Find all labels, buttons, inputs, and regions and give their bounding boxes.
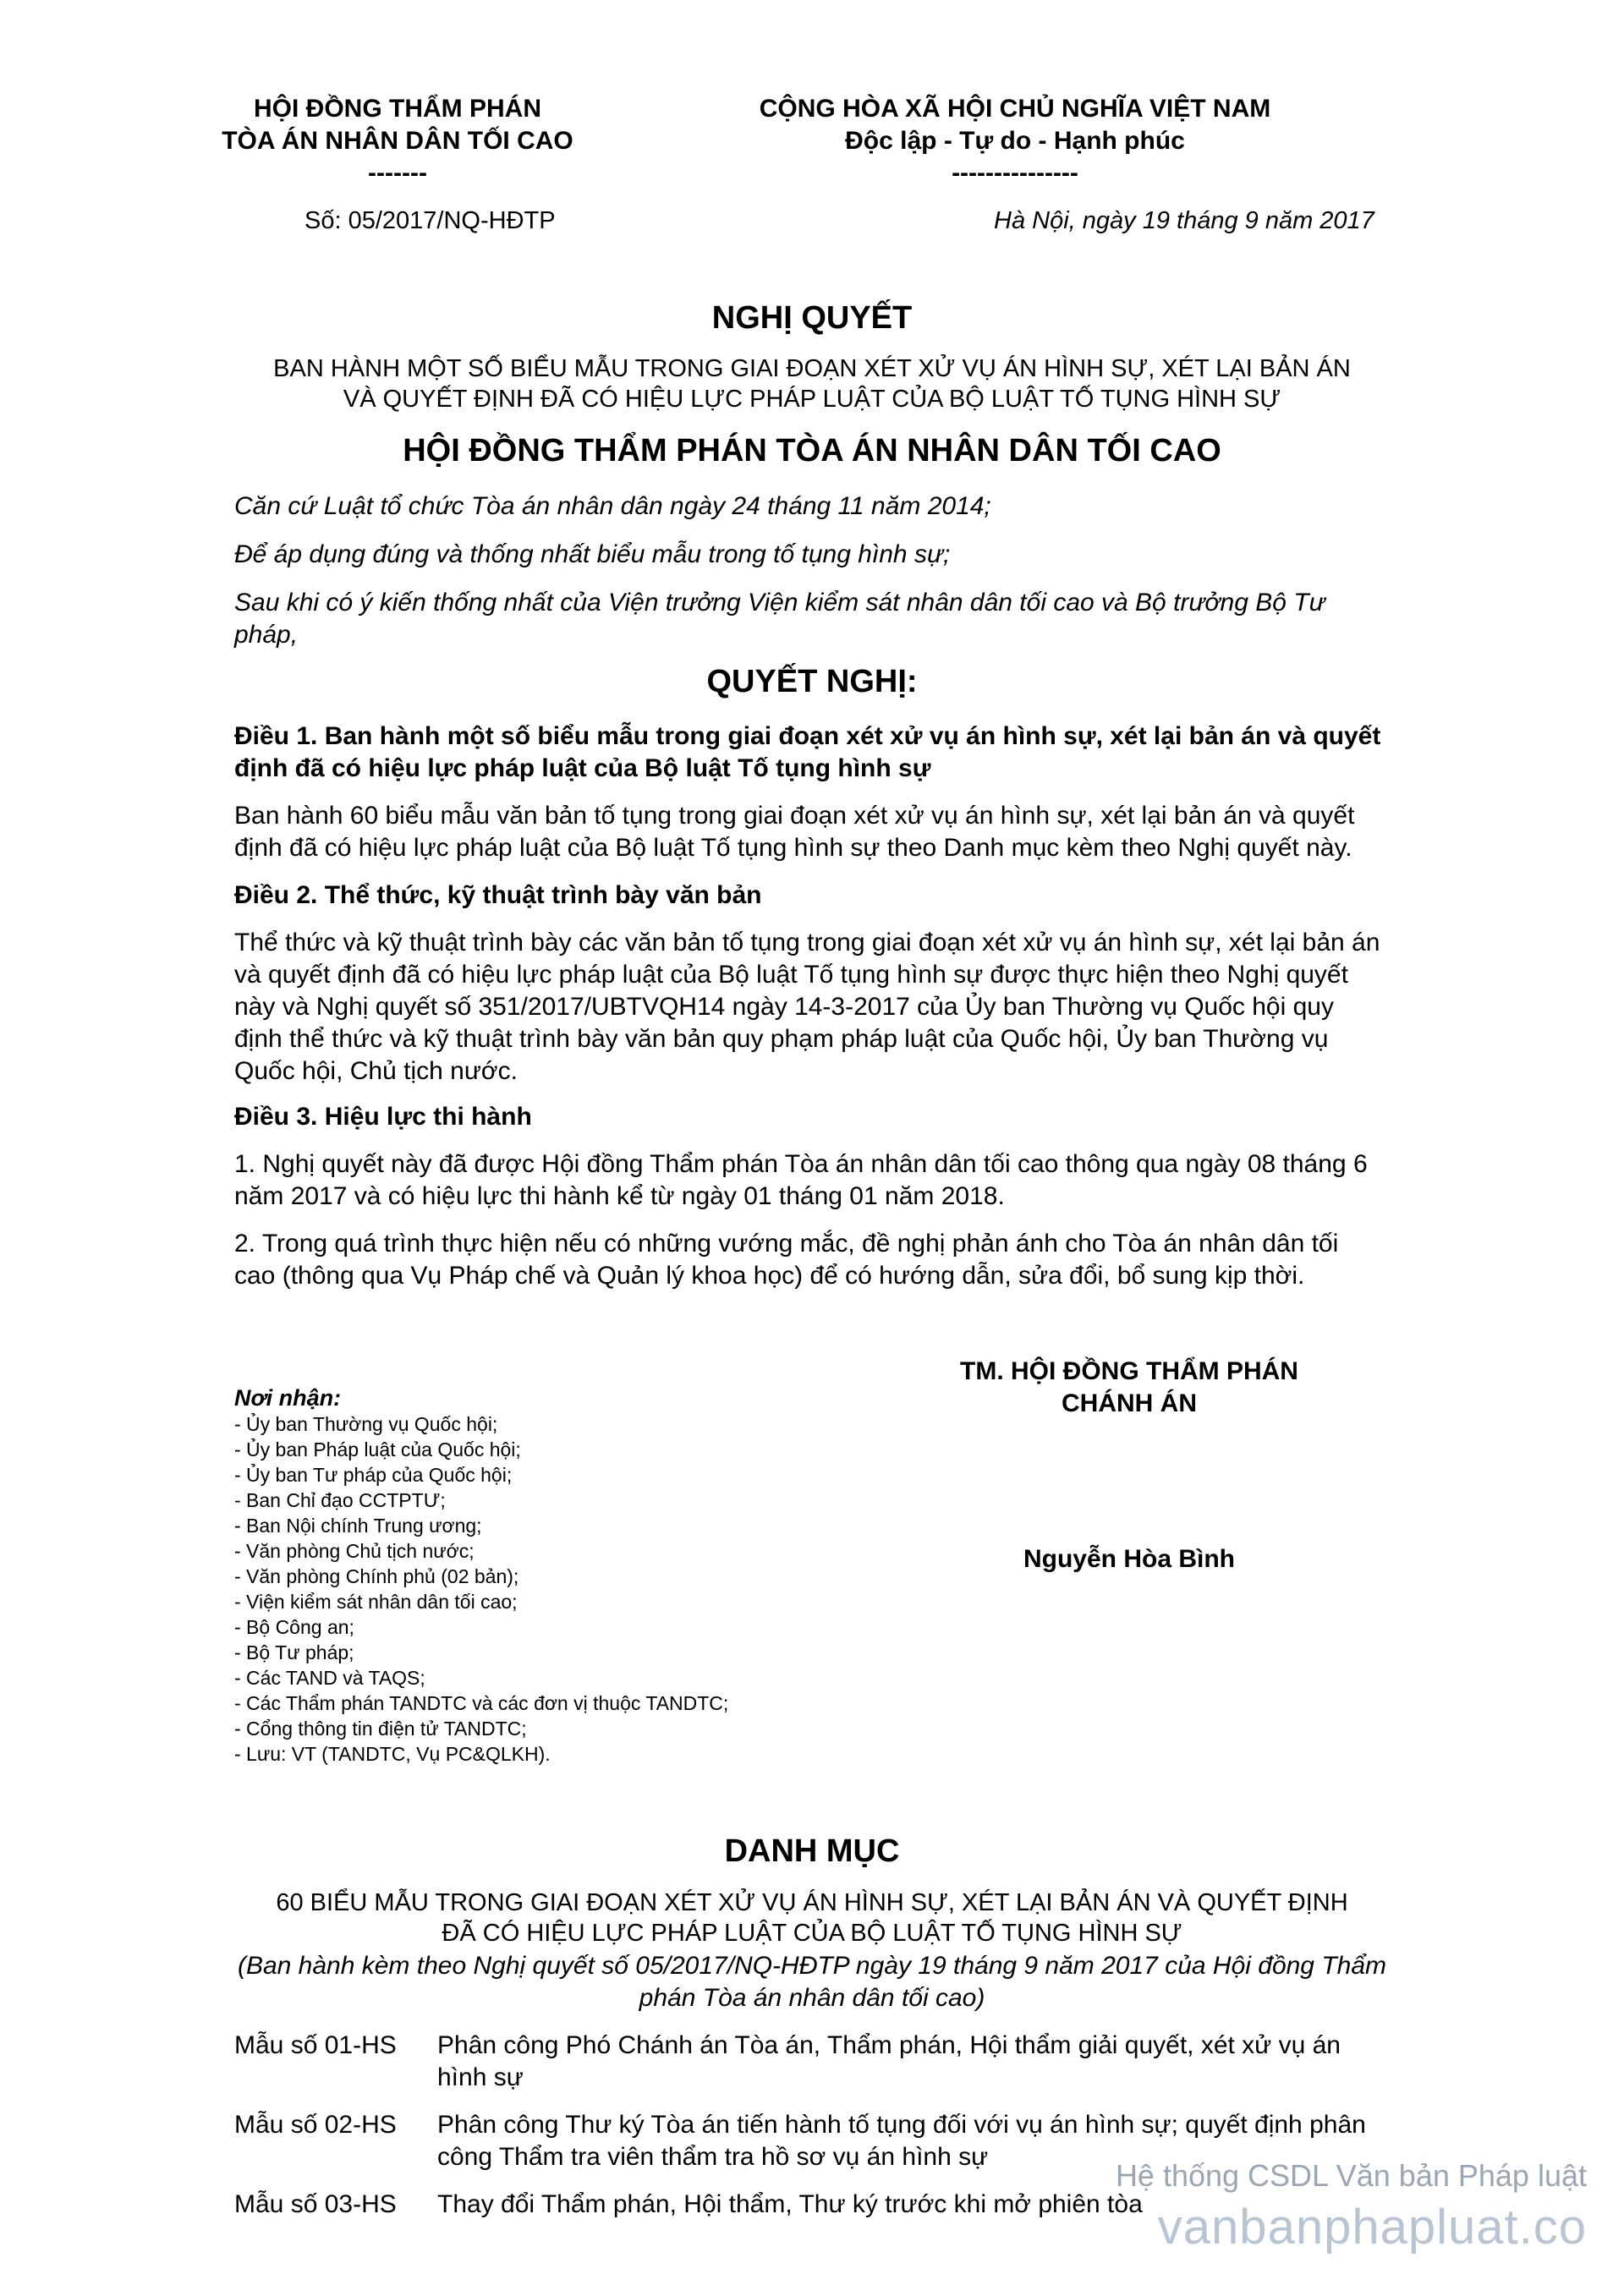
legal-basis-3 bbox=[234, 587, 1486, 651]
recipients-block bbox=[234, 1384, 877, 1767]
motto-rule: --------------- bbox=[952, 159, 1078, 187]
signature-title: TM. HỘI ĐỒNG THẨM PHÁN bbox=[960, 1357, 1298, 1385]
recipient-item: - Các TAND và TAQS; bbox=[234, 1667, 425, 1689]
form-code: Mẫu số 01-HS bbox=[234, 2031, 397, 2059]
article-2-body-line-1: Thể thức và kỹ thuật trình bày các văn bản tố tụng trong giai đoạn xét xử vụ án hình sự, xét lại bản án bbox=[234, 929, 1380, 956]
article-2-body-line-3: này và Nghị quyết số 351/2017/UBTVQH14 ngày 14-3-2017 của Ủy ban Thường vụ Quốc hội quy bbox=[234, 993, 1334, 1021]
form-description-line-2: công Thẩm tra viên thẩm tra hồ sơ vụ án hình sự bbox=[437, 2143, 989, 2171]
recipient-item: - Ban Chỉ đạo CCTPTƯ; bbox=[234, 1489, 446, 1511]
article-2-body bbox=[234, 927, 1486, 1088]
decision-heading: QUYẾT NGHỊ: bbox=[706, 664, 918, 699]
article-1-body-line-1: Ban hành 60 biểu mẫu văn bản tố tụng trong giai đoạn xét xử vụ án hình sự, xét lại bản án và quyết bbox=[234, 802, 1355, 830]
issuer-rule: ------- bbox=[368, 159, 427, 187]
article-1-heading-line-2: định đã có hiệu lực pháp luật của Bộ luật Tố tụng hình sự bbox=[234, 754, 931, 782]
article-1-body-line-2: định đã có hiệu lực pháp luật của Bộ luật Tố tụng hình sự theo Danh mục kèm theo Nghị quyết này. bbox=[234, 834, 1352, 862]
catalog-subtitle bbox=[0, 1888, 1624, 1948]
form-description-line-1: Thay đổi Thẩm phán, Hội thẩm, Thư ký trước khi mở phiên tòa bbox=[437, 2190, 1143, 2218]
issuer-line-2: TÒA ÁN NHÂN DÂN TỐI CAO bbox=[222, 127, 573, 155]
form-description-line-1: Phân công Phó Chánh án Tòa án, Thẩm phán, Hội thẩm giải quyết, xét xử vụ án bbox=[437, 2031, 1341, 2059]
watermark-site: vanbanphapluat.co bbox=[1157, 2200, 1587, 2255]
article-3-clause-1-line-1: 1. Nghị quyết này đã được Hội đồng Thẩm phán Tòa án nhân dân tối cao thông qua ngày 08 tháng 6 bbox=[234, 1150, 1368, 1178]
catalog-note-line-1: (Ban hành kèm theo Nghị quyết số 05/2017/NQ-HĐTP ngày 19 tháng 9 năm 2017 của Hội đồng Thẩm bbox=[237, 1952, 1387, 1980]
form-code: Mẫu số 03-HS bbox=[234, 2190, 397, 2218]
catalog-subtitle-line-2: ĐÃ CÓ HIỆU LỰC PHÁP LUẬT CỦA BỘ LUẬT TỐ TỤNG HÌNH SỰ bbox=[442, 1920, 1182, 1947]
issuer-line-1: HỘI ĐỒNG THẨM PHÁN bbox=[254, 95, 541, 123]
recipient-item: - Ban Nội chính Trung ương; bbox=[234, 1515, 482, 1537]
list-item bbox=[234, 2030, 1486, 2094]
recipient-item: - Cổng thông tin điện tử TANDTC; bbox=[234, 1718, 527, 1740]
article-3-clause-1-line-2: năm 2017 và có hiệu lực thi hành kể từ ngày 01 tháng 01 năm 2018. bbox=[234, 1182, 1005, 1210]
legal-basis-3-line-1: Sau khi có ý kiến thống nhất của Viện trưởng Viện kiểm sát nhân dân tối cao và Bộ trưởng Bộ Tư bbox=[234, 589, 1325, 616]
watermark-caption: Hệ thống CSDL Văn bản Pháp luật bbox=[1115, 2158, 1587, 2193]
legal-basis-2: Để áp dụng đúng và thống nhất biểu mẫu trong tố tụng hình sự; bbox=[234, 540, 951, 568]
article-2-heading: Điều 2. Thể thức, kỹ thuật trình bày văn bản bbox=[234, 881, 762, 909]
recipients-title: Nơi nhận: bbox=[234, 1385, 342, 1411]
signature-position: CHÁNH ÁN bbox=[1062, 1389, 1197, 1417]
catalog-subtitle-line-1: 60 BIỂU MẪU TRONG GIAI ĐOẠN XÉT XỬ VỤ ÁN HÌNH SỰ, XÉT LẠI BẢN ÁN VÀ QUYẾT ĐỊNH bbox=[276, 1889, 1348, 1916]
form-description-line-1: Phân công Thư ký Tòa án tiến hành tố tụng đối với vụ án hình sự; quyết định phân bbox=[437, 2111, 1366, 2139]
recipient-item: - Ủy ban Tư pháp của Quốc hội; bbox=[234, 1464, 513, 1486]
form-code: Mẫu số 02-HS bbox=[234, 2111, 397, 2139]
national-motto bbox=[710, 93, 1320, 189]
legal-basis-3-line-2: pháp, bbox=[234, 621, 299, 649]
recipient-item: - Ủy ban Thường vụ Quốc hội; bbox=[234, 1413, 498, 1435]
recipient-item: - Văn phòng Chính phủ (02 bản); bbox=[234, 1565, 519, 1587]
article-2-body-line-2: và quyết định đã có hiệu lực pháp luật của Bộ luật Tố tụng hình sự được thực hiện theo Nghị quyết bbox=[234, 961, 1348, 989]
council-heading: HỘI ĐỒNG THẨM PHÁN TÒA ÁN NHÂN DÂN TỐI CAO bbox=[403, 433, 1221, 469]
article-3-clause-1 bbox=[234, 1148, 1486, 1213]
document-number: Số: 05/2017/NQ-HĐTP bbox=[304, 207, 556, 234]
catalog-note-line-2: phán Tòa án nhân dân tối cao) bbox=[639, 1984, 985, 2012]
catalog-note bbox=[0, 1950, 1624, 2014]
recipient-list bbox=[234, 1411, 877, 1767]
recipient-item: - Viện kiểm sát nhân dân tối cao; bbox=[234, 1591, 518, 1613]
article-1-heading-line-1: Điều 1. Ban hành một số biểu mẫu trong giai đoạn xét xử vụ án hình sự, xét lại bản án và quyết bbox=[234, 722, 1381, 750]
recipient-item: - Bộ Công an; bbox=[234, 1616, 354, 1638]
catalog-title: DANH MỤC bbox=[724, 1833, 900, 1869]
article-2-body-line-5: Quốc hội, Chủ tịch nước. bbox=[234, 1057, 518, 1085]
resolution-title: NGHỊ QUYẾT bbox=[711, 300, 913, 336]
article-1-heading bbox=[234, 721, 1486, 785]
subtitle-line-1: BAN HÀNH MỘT SỐ BIỂU MẪU TRONG GIAI ĐOẠN XÉT XỬ VỤ ÁN HÌNH SỰ, XÉT LẠI BẢN ÁN bbox=[273, 355, 1351, 382]
resolution-subtitle bbox=[0, 353, 1624, 414]
subtitle-line-2: VÀ QUYẾT ĐỊNH ĐÃ CÓ HIỆU LỰC PHÁP LUẬT CỦA BỘ LUẬT TỐ TỤNG HÌNH SỰ bbox=[343, 386, 1281, 413]
recipient-item: - Ủy ban Pháp luật của Quốc hội; bbox=[234, 1438, 521, 1460]
recipient-item: - Các Thẩm phán TANDTC và các đơn vị thuộc TANDTC; bbox=[234, 1692, 729, 1714]
recipient-item: - Lưu: VT (TANDTC, Vụ PC&QLKH). bbox=[234, 1743, 551, 1765]
article-2-body-line-4: định thể thức và kỹ thuật trình bày văn bản quy phạm pháp luật của Quốc hội, Ủy ban Thường vụ bbox=[234, 1025, 1329, 1053]
article-3-heading: Điều 3. Hiệu lực thi hành bbox=[234, 1103, 532, 1131]
form-description bbox=[437, 2030, 1486, 2094]
recipient-item: - Văn phòng Chủ tịch nước; bbox=[234, 1540, 475, 1562]
signer-name: Nguyễn Hòa Bình bbox=[1023, 1545, 1235, 1573]
signature-block bbox=[875, 1356, 1383, 1420]
issuing-authority bbox=[195, 93, 601, 189]
place-date: Hà Nội, ngày 19 tháng 9 năm 2017 bbox=[994, 207, 1374, 234]
motto: Độc lập - Tự do - Hạnh phúc bbox=[845, 127, 1185, 155]
nation-name: CỘNG HÒA XÃ HỘI CHỦ NGHĨA VIỆT NAM bbox=[759, 95, 1271, 123]
article-1-body bbox=[234, 800, 1486, 864]
form-description-line-2: hình sự bbox=[437, 2063, 524, 2091]
recipient-item: - Bộ Tư pháp; bbox=[234, 1641, 354, 1663]
article-3-clause-2 bbox=[234, 1228, 1486, 1292]
article-3-clause-2-line-1: 2. Trong quá trình thực hiện nếu có những vướng mắc, đề nghị phản ánh cho Tòa án nhân dân tối bbox=[234, 1230, 1339, 1258]
article-3-clause-2-line-2: cao (thông qua Vụ Pháp chế và Quản lý khoa học) để có hướng dẫn, sửa đổi, bổ sung kịp thời. bbox=[234, 1262, 1305, 1290]
legal-basis-1: Căn cứ Luật tổ chức Tòa án nhân dân ngày 24 tháng 11 năm 2014; bbox=[234, 492, 991, 520]
